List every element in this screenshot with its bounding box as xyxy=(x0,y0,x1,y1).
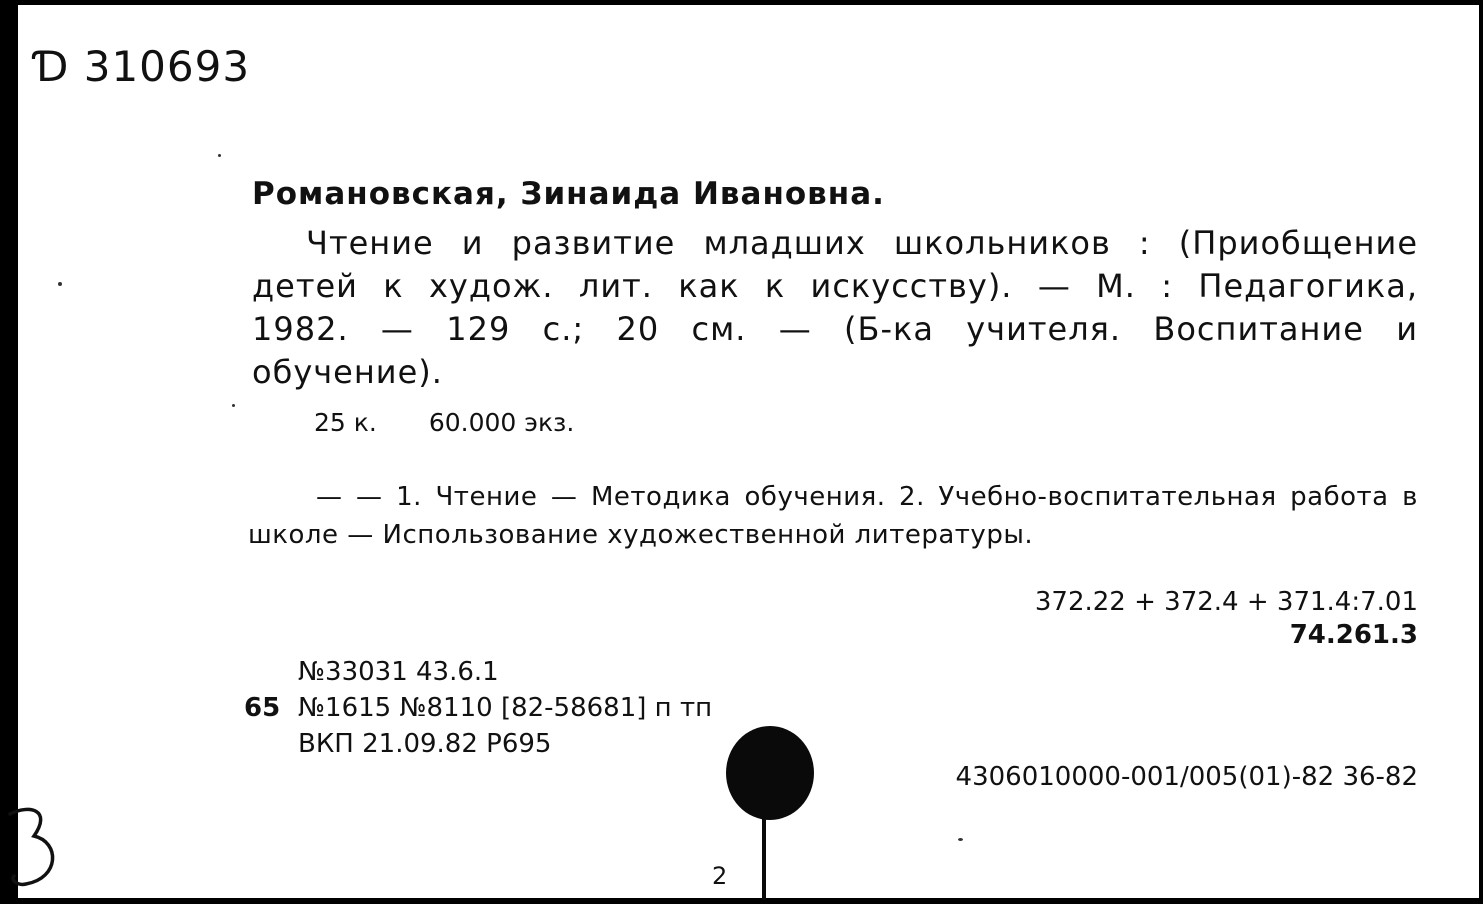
description-text: Чтение и развитие младших школьников : (Приобщение детей к худож. лит. как к искусству). — М. : Педагогика, 1982. — 129 с.; 20 см. — (Б-ка учителя. Воспитание и обучение). xyxy=(252,224,1418,391)
udc-index: 372.22 + 372.4 + 371.4:7.01 xyxy=(1034,587,1418,617)
punch-hole xyxy=(726,726,814,820)
tech-line-3: ВКП 21.09.82 Р695 xyxy=(298,729,552,759)
scan-speck xyxy=(232,404,235,407)
scan-edge-right xyxy=(1479,0,1483,904)
isbn-code: 4306010000-001/005(01)-82 36-82 xyxy=(955,762,1418,792)
manuscript-number: Ɗ 310693 xyxy=(34,42,251,91)
scan-speck xyxy=(958,838,963,841)
tech-line-2: №1615 №8110 [82-58681] п тп xyxy=(298,693,713,723)
bibliographic-description xyxy=(252,222,1418,394)
scan-speck xyxy=(218,154,221,157)
price-line xyxy=(314,408,626,437)
scan-edge-left xyxy=(0,0,18,904)
subject-headings xyxy=(248,478,1418,554)
scan-edge-top xyxy=(0,0,1483,5)
tech-line-1: №33031 43.6.1 xyxy=(298,657,499,687)
technical-info xyxy=(244,654,712,762)
scan-speck xyxy=(58,282,62,286)
hole-mark: 2 xyxy=(712,862,728,890)
print-run: 60.000 экз. xyxy=(428,408,575,437)
tech-lead: 65 xyxy=(244,693,281,723)
scan-edge-bottom xyxy=(0,898,1483,904)
subjects-text: — — 1. Чтение — Методика обучения. 2. Учебно-воспитательная работа в школе — Использование художественной литературы. xyxy=(248,482,1418,550)
bbk-index: 74.261.3 xyxy=(1289,620,1418,650)
punch-hole-rod xyxy=(762,818,766,900)
handwritten-number xyxy=(0,800,70,890)
price: 25 к. xyxy=(314,408,377,437)
author-heading: Романовская, Зинаида Ивановна. xyxy=(252,176,885,212)
